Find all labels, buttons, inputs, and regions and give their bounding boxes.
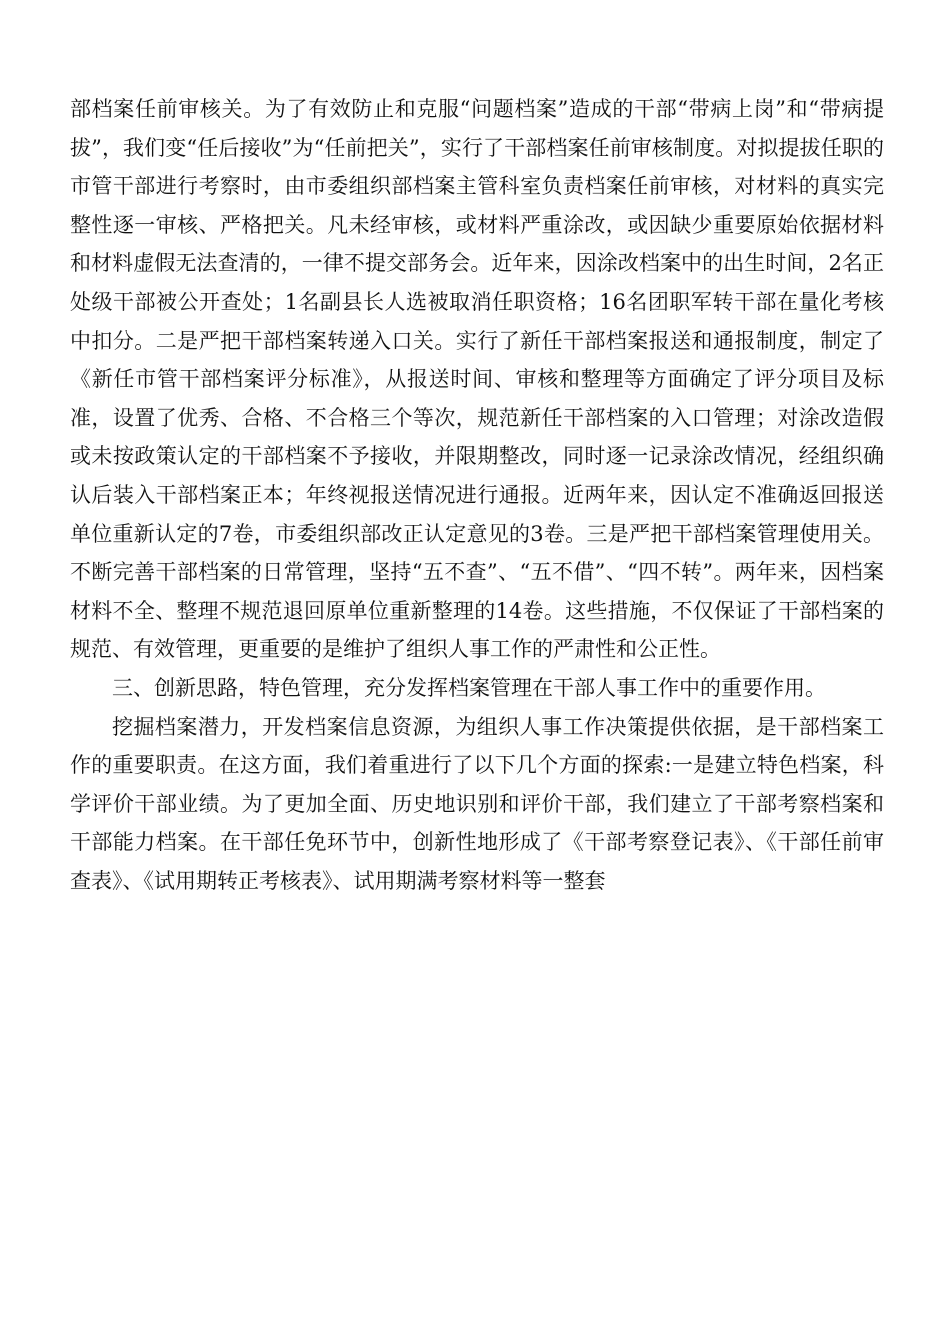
paragraph-cadre-file-review: 部档案任前审核关。为了有效防止和克服“问题档案”造成的干部“带病上岗”和“带病提拔”，我们变“任后接收”为“任前把关”，实行了干部档案任前审核制度。对拟提拔任职的市管干部进行考察时，由市委组织部档案主管科室负责档案任前审核，对材料的真实完整性逐一审核、严格把关。凡未经审核，或材料严重涂改，或因缺少重要原始依据材料和材料虚假无法查清的，一律不提交部务会。近年来，因涂改档案中的出生时间，2名正处级干部被公开查处；1名副县长人选被取消任职资格；16名团职军转干部在量化考核中扣分。二是严把干部档案转递入口关。实行了新任干部档案报送和通报制度，制定了《新任市管干部档案评分标准》，从报送时间、审核和整理等方面确定了评分项目及标准，设置了优秀、合格、不合格三个等次，规范新任干部档案的入口管理；对涂改造假或未按政策认定的干部档案不予接收，并限期整改，同时逐一记录涂改情况，经组织确认后装入干部档案正本；年终视报送情况进行通报。近两年来，因认定不准确返回报送单位重新认定的7卷，市委组织部改正认定意见的3卷。三是严把干部档案管理使用关。不断完善干部档案的日常管理，坚持“五不查”、“五不借”、“四不转”。两年来，因档案材料不全、整理不规范退回原单位重新整理的14卷。这些措施，不仅保证了干部档案的规范、有效管理，更重要的是维护了组织人事工作的严肃性和公正性。 (70, 97, 884, 662)
document-body (70, 90, 884, 900)
section-heading-three: 三、创新思路，特色管理，充分发挥档案管理在干部人事工作中的重要作用。 (112, 675, 826, 700)
paragraph-file-resources: 挖掘档案潜力，开发档案信息资源，为组织人事工作决策提供依据，是干部档案工作的重要职责。在这方面，我们着重进行了以下几个方面的探索:一是建立特色档案，科学评价干部业绩。为了更加全面、历史地识别和评价干部，我们建立了干部考察档案和干部能力档案。在干部任免环节中，创新性地形成了《干部考察登记表》、《干部任前审查表》、《试用期转正考核表》、试用期满考察材料等一整套 (70, 714, 884, 893)
